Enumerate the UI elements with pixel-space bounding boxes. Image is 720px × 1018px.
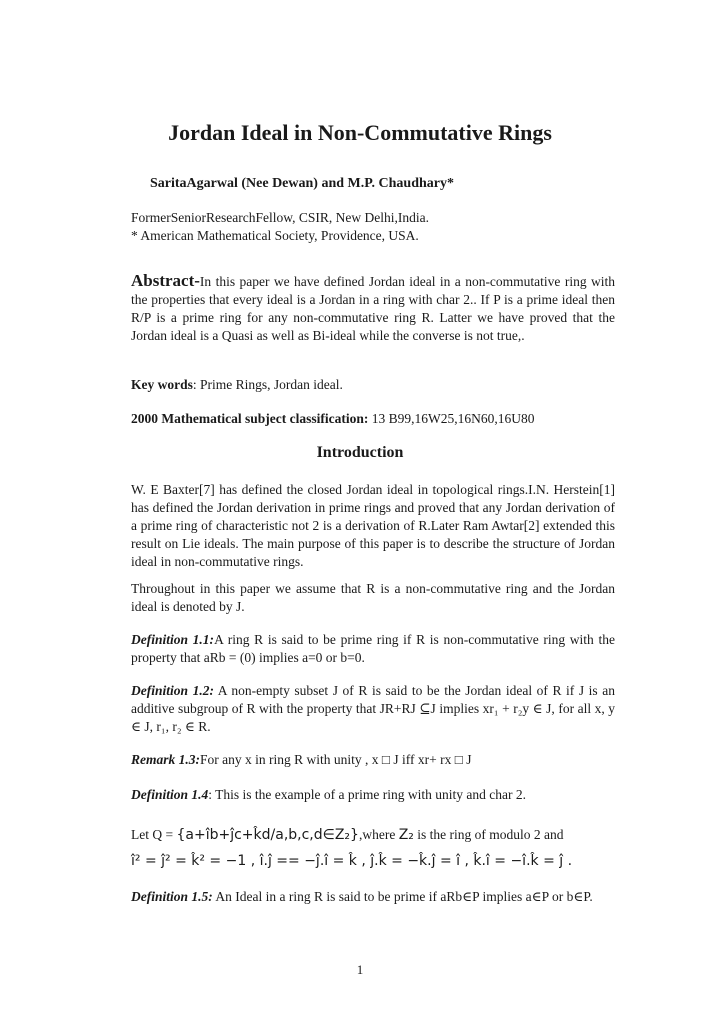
definition-1-1 xyxy=(131,631,615,667)
msc-label: 2000 Mathematical subject classification: xyxy=(131,411,369,426)
page-number: 1 xyxy=(356,962,364,977)
definition-label: Definition 1.5: xyxy=(131,889,213,904)
keywords-label: Key words xyxy=(131,377,193,392)
abstract-heading: Abstract- xyxy=(131,271,200,290)
intro-paragraph-1: W. E Baxter[7] has defined the closed Jordan ideal in topological rings.I.N. Herstein[1] has defined the Jordan derivation in prime rings and proved that any Jordan derivation of a prime ring of characteristic not 2 is a derivation of R.Later Ram Awtar[2] extended this result on Lie ideals. The main purpose of this paper is to describe the structure of Jordan ideal in non-commutative rings. xyxy=(131,482,615,569)
definition-label: Definition 1.2: xyxy=(131,683,214,698)
remark-label: Remark 1.3: xyxy=(131,752,200,767)
example-where: ,where xyxy=(358,827,399,842)
remark-1-3 xyxy=(131,751,615,769)
intro-paragraph-2: Throughout in this paper we assume that R is a non-commutative ring and the Jordan ideal is denoted by J. xyxy=(131,581,615,614)
keywords-text: : Prime Rings, Jordan ideal. xyxy=(192,377,343,392)
definition-label: Definition 1.4 xyxy=(131,787,209,802)
example-z2: Z₂ xyxy=(398,827,414,843)
definition-text: A ring R is said to be prime ring if R is non-commutative ring with the property that aRb = (0) implies a=0 or b=0. xyxy=(131,632,615,665)
affiliation-2: * American Mathematical Society, Providence, USA. xyxy=(131,228,419,243)
msc-text: 13 B99,16W25,16N60,16U80 xyxy=(368,411,535,426)
definition-text: : This is the example of a prime ring with unity and char 2. xyxy=(208,787,526,802)
paper-title: Jordan Ideal in Non-Commutative Rings xyxy=(168,120,552,145)
keywords xyxy=(131,376,615,394)
authors: SaritaAgarwal (Nee Dewan) and M.P. Chaudhary* xyxy=(150,176,454,191)
definition-1-5 xyxy=(131,888,615,906)
example-quaternion-ring xyxy=(131,822,615,874)
definition-text: An Ideal in a ring R is said to be prime if aRb∈P implies a∈P or b∈P. xyxy=(212,889,593,904)
msc-classification xyxy=(131,410,615,428)
affiliations xyxy=(131,209,429,245)
definition-1-4 xyxy=(131,786,615,804)
definition-1-2 xyxy=(131,682,615,736)
affiliation-1: FormerSeniorResearchFellow, CSIR, New Delhi,India. xyxy=(131,210,429,225)
section-heading-introduction: Introduction xyxy=(316,444,404,461)
definition-text: A non-empty subset J of R is said to be the Jordan ideal of R if J is an additive subgroup of R with the property that JR+RJ ⊆J implies xr₁ + r₂y ∈ J, for all x, y ∈ J, r₁, r₂ ∈ R. xyxy=(131,683,615,734)
example-let: Let Q = xyxy=(131,827,177,842)
abstract xyxy=(131,272,615,345)
definition-label: Definition 1.1: xyxy=(131,632,215,647)
example-modulo: is the ring of modulo 2 and xyxy=(413,827,564,842)
abstract-text: In this paper we have defined Jordan ideal in a non-commutative ring with the properties that every ideal is a Jordan in a ring with char 2.. If P is a prime ideal then R/P is a prime ring for any non-commutative ring R. Latter we have proved that the Jordan ideal is a Quasi as well as Bi-ideal while the converse is not true,. xyxy=(131,274,615,343)
example-set: {a+îb+ĵc+k̂d/a,b,c,d∈Z₂} xyxy=(176,827,359,843)
remark-text: For any x in ring R with unity , x □ J iff xr+ rx □ J xyxy=(200,752,472,767)
example-line-2: î² = ĵ² = k̂² = −1 , î.ĵ == −ĵ.î = k̂ , ĵ.k̂ = −k̂.ĵ = î , k̂.î = −î.k̂ = ĵ . xyxy=(131,853,573,869)
example-line-1 xyxy=(131,822,615,848)
